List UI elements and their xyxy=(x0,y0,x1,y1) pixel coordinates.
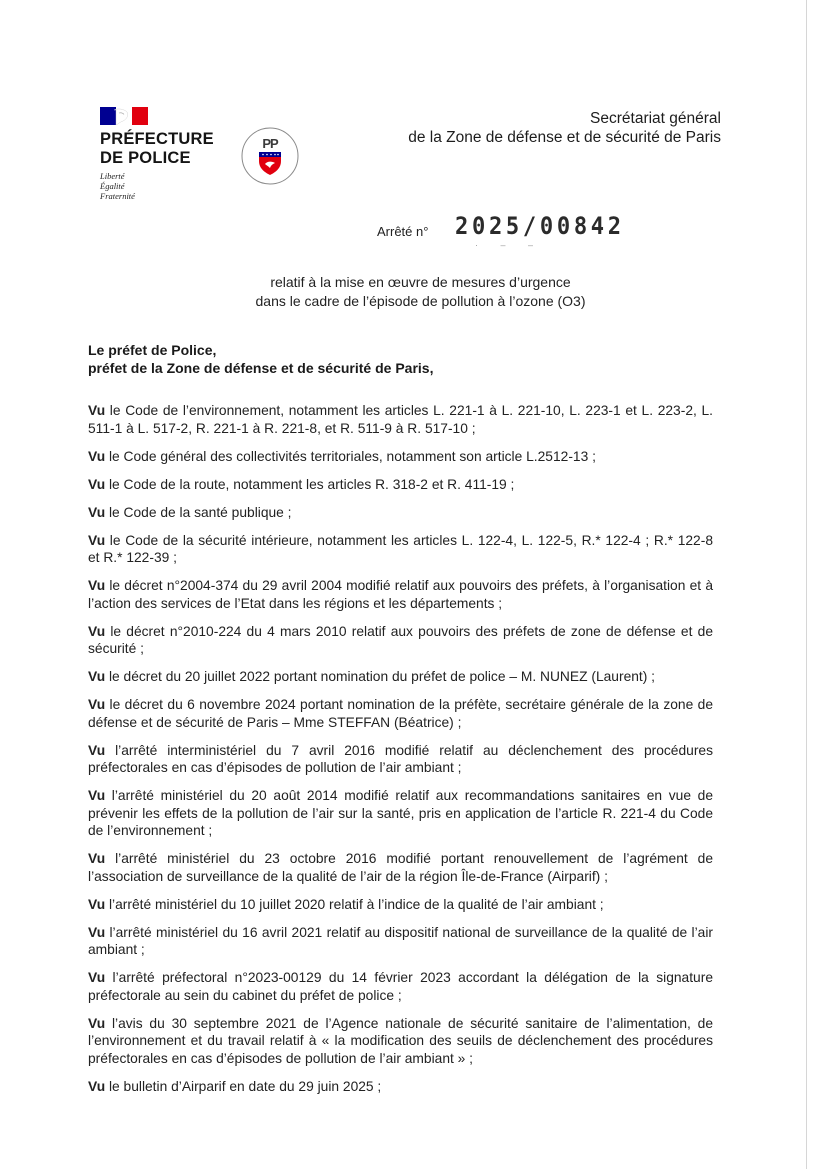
visa-vu: Vu xyxy=(88,788,106,803)
visa-vu: Vu xyxy=(88,924,106,940)
visa-paragraph xyxy=(88,577,713,612)
prefecture-logo-block xyxy=(100,107,230,201)
visas-list xyxy=(88,402,713,1106)
motto-line: Fraternité xyxy=(100,191,135,201)
object-line: relatif à la mise en œuvre de mesures d’urgence xyxy=(270,274,571,290)
visa-vu: Vu xyxy=(88,697,106,712)
authority-line: Le préfet de Police, xyxy=(88,342,217,358)
emblem-letters: PP xyxy=(262,136,278,151)
republic-motto xyxy=(100,171,230,201)
service-header xyxy=(408,109,721,147)
visa-paragraph xyxy=(88,1015,713,1068)
visa-paragraph xyxy=(88,504,713,522)
visa-paragraph xyxy=(88,787,713,840)
motto-line: Liberté xyxy=(100,171,125,181)
visa-vu: Vu xyxy=(88,532,106,548)
visa-paragraph xyxy=(88,742,713,777)
visa-text: le Code de la route, notamment les articles R. 318-2 et R. 411-19 ; xyxy=(105,476,515,492)
prefecture-name-line: PRÉFECTURE xyxy=(100,130,214,148)
visa-paragraph xyxy=(88,532,713,567)
visa-paragraph xyxy=(88,623,713,658)
visa-paragraph xyxy=(88,402,713,437)
visa-vu: Vu xyxy=(88,742,106,758)
visa-text: l’arrêté ministériel du 20 août 2014 modifié relatif aux recommandations sanitaires en vue de prévenir les effets de la pollution de l’air sur la santé, pris en application de l’article R. 221-4 du Code de l’environnement ; xyxy=(88,788,713,838)
visa-text: le bulletin d’Airparif en date du 29 juin 2025 ; xyxy=(105,1078,382,1094)
visa-text: l’arrêté ministériel du 10 juillet 2020 relatif à l’indice de la qualité de l’air ambiant ; xyxy=(105,896,604,912)
visa-text: l’arrêté ministériel du 16 avril 2021 relatif au dispositif national de surveillance de la qualité de l’air ambiant ; xyxy=(88,924,713,957)
visa-vu: Vu xyxy=(88,1078,106,1094)
police-prefecture-emblem-icon xyxy=(241,127,299,185)
issuing-authority xyxy=(88,341,433,377)
visa-vu: Vu xyxy=(88,896,106,912)
prefecture-name-line: DE POLICE xyxy=(100,149,191,167)
visa-vu: Vu xyxy=(88,578,106,593)
visa-vu: Vu xyxy=(88,403,106,418)
visa-text: l’arrêté préfectoral n°2023-00129 du 14 février 2023 accordant la délégation de la signature préfectorale au sein du cabinet du préfet de police ; xyxy=(88,970,713,1003)
authority-line: préfet de la Zone de défense et de sécurité de Paris, xyxy=(88,360,434,376)
arrete-object xyxy=(0,273,827,311)
visa-vu: Vu xyxy=(88,851,106,866)
prefecture-name xyxy=(100,130,230,168)
object-line: dans le cadre de l’épisode de pollution à l’ozone (O3) xyxy=(255,293,586,309)
visa-vu: Vu xyxy=(88,1015,106,1031)
visa-vu: Vu xyxy=(88,504,106,520)
service-line: de la Zone de défense et de sécurité de Paris xyxy=(408,129,721,146)
arrete-label: Arrêté n° xyxy=(377,224,429,239)
visa-paragraph xyxy=(88,448,713,466)
marianne-flag-icon xyxy=(100,107,148,125)
visa-paragraph xyxy=(88,1078,713,1096)
stamp-marks: · – – xyxy=(475,240,544,250)
visa-vu: Vu xyxy=(88,970,106,985)
visa-vu: Vu xyxy=(88,623,106,639)
visa-paragraph xyxy=(88,896,713,914)
visa-paragraph xyxy=(88,696,713,731)
visa-paragraph xyxy=(88,924,713,959)
visa-text: le décret du 6 novembre 2024 portant nomination de la préfète, secrétaire générale de la zone de défense et de sécurité de Paris – Mme STEFFAN (Béatrice) ; xyxy=(88,697,713,730)
visa-text: l’arrêté ministériel du 23 octobre 2016 modifié portant renouvellement de l’agrément de l’association de surveillance de la qualité de l’air de la région Île-de-France (Airparif) ; xyxy=(88,851,713,884)
visa-vu: Vu xyxy=(88,669,106,684)
visa-text: l’avis du 30 septembre 2021 de l’Agence nationale de sécurité sanitaire de l’alimentation, de l’environnement et du travail relatif à « la modification des seuils de déclenchement des procédures préfectorales en cas d’épisodes de pollution de l’air ambiant » ; xyxy=(88,1015,713,1066)
motto-line: Égalité xyxy=(100,181,125,191)
visa-paragraph xyxy=(88,969,713,1004)
visa-text: le décret du 20 juillet 2022 portant nomination du préfet de police – M. NUNEZ (Laurent) ; xyxy=(105,669,656,684)
visa-text: le décret n°2004-374 du 29 avril 2004 modifié relatif aux pouvoirs des préfets, à l’organisation et à l’action des services de l’Etat dans les régions et les départements ; xyxy=(88,578,713,611)
visa-paragraph xyxy=(88,476,713,494)
visa-text: le Code de la santé publique ; xyxy=(105,504,292,520)
visa-paragraph xyxy=(88,850,713,885)
visa-vu: Vu xyxy=(88,448,106,464)
visa-text: le Code de la sécurité intérieure, notamment les articles L. 122-4, L. 122-5, R.* 122-4 ; R.* 122-8 et R.* 122-39 ; xyxy=(88,532,713,565)
visa-text: le décret n°2010-224 du 4 mars 2010 relatif aux pouvoirs des préfets de zone de défense et de sécurité ; xyxy=(88,623,713,656)
visa-vu: Vu xyxy=(88,476,106,492)
visa-text: l’arrêté interministériel du 7 avril 2016 modifié relatif au déclenchement des procédures préfectorales en cas d’épisodes de pollution de l’air ambiant ; xyxy=(88,742,713,775)
visa-text: le Code de l’environnement, notamment les articles L. 221-1 à L. 221-10, L. 223-1 et L. 223-2, L. 511-1 à L. 517-2, R. 221-1 à R. 221-8, et R. 511-9 à R. 517-10 ; xyxy=(88,403,713,436)
arrete-number-stamp: 2025/00842 xyxy=(455,212,625,240)
visa-text: le Code général des collectivités territoriales, notamment son article L.2512-13 ; xyxy=(105,448,596,464)
visa-paragraph xyxy=(88,668,713,686)
service-line: Secrétariat général xyxy=(590,110,721,127)
scan-edge-line xyxy=(806,0,807,1169)
